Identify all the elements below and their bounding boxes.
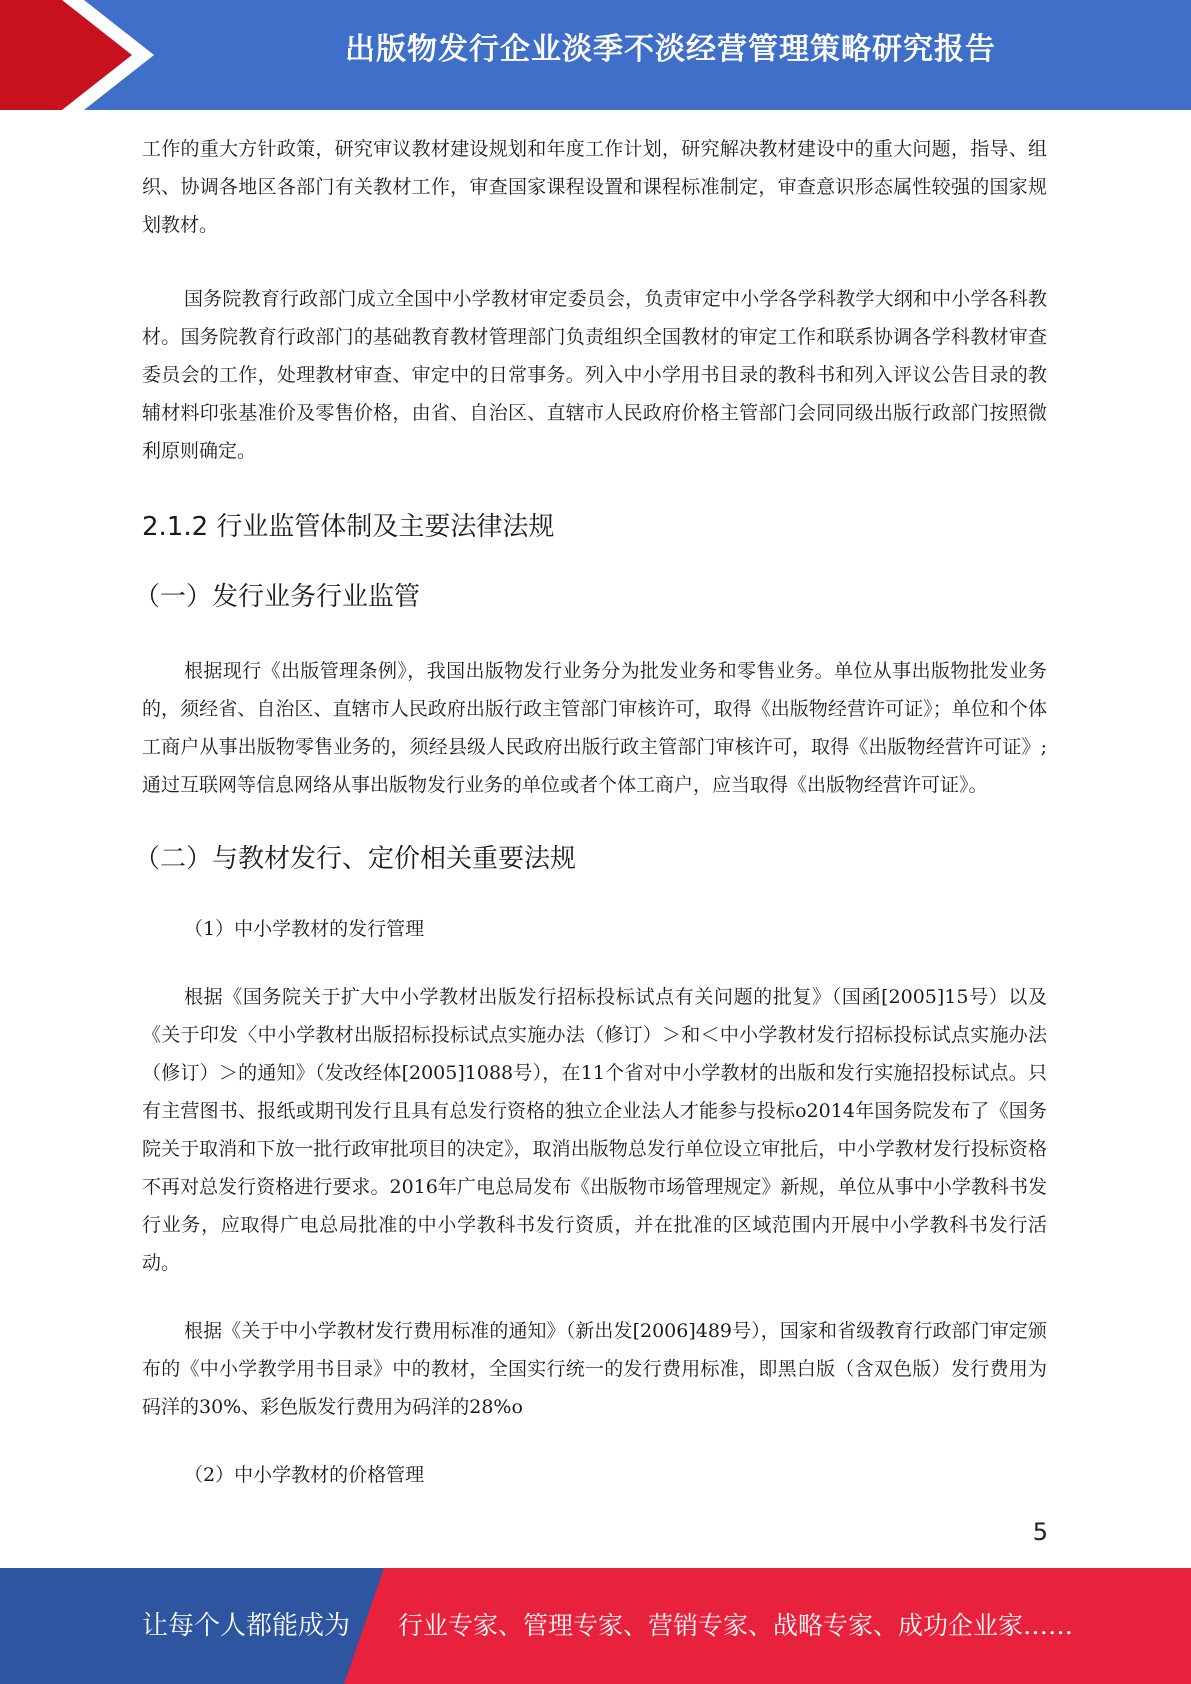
- page-number: 5: [1032, 1518, 1048, 1546]
- paragraph: 根据《国务院关于扩大中小学教材出版发行招标投标试点有关问题的批复》（国函[2005]15号）以及《关于印发〈中小学教材出版招标投标试点实施办法（修订）＞和＜中小学教材发行招标投标试点实施办法（修订）＞的通知》（发改经体[2005]1088号），在11个省对中小学教材的出版和发行实施招投标试点。只有主营图书、报纸或期刊发行且具有总发行资格的独立企业法人才能参与投标o2014年国务院发布了《国务院关于取消和下放一批行政审批项目的决定》，取消出版物总发行单位设立审批后，中小学教材发行投标资格不再对总发行资格进行要求。2016年广电总局发布《出版物市场管理规定》新规，单位从事中小学教科书发行业务，应取得广电总局批准的中小学教科书发行资质，并在批准的区域范围内开展中小学教科书发行活动。: [142, 986, 1047, 1274]
- subsection-heading: （一）发行业务行业监管: [134, 582, 421, 612]
- footer-slogan-left: 让每个人都能成为: [142, 1611, 351, 1641]
- document-body: [134, 130, 1047, 1494]
- page-header: [0, 0, 1191, 110]
- header-title: 出版物发行企业淡季不淡经营管理策略研究报告: [345, 32, 996, 67]
- paragraph: 工作的重大方针政策，研究审议教材建设规划和年度工作计划，研究解决教材建设中的重大问题，指导、组织、协调各地区各部门有关教材工作，审查国家课程设置和课程标准制定，审查意识形态属性较强的国家规划教材。: [142, 138, 1047, 236]
- subsection-heading: （二）与教材发行、定价相关重要法规: [134, 844, 577, 874]
- footer-slogan-right: 行业专家、管理专家、营销专家、战略专家、成功企业家……: [398, 1611, 1074, 1640]
- section-heading: 2.1.2 行业监管体制及主要法律法规: [142, 512, 555, 542]
- page-footer: [0, 1568, 1191, 1684]
- paragraph: 根据现行《出版管理条例》，我国出版物发行业务分为批发业务和零售业务。单位从事出版物批发业务的，须经省、自治区、直辖市人民政府出版行政主管部门审核许可，取得《出版物经营许可证》；单位和个体工商户从事出版物零售业务的，须经县级人民政府出版行政主管部门审核许可，取得《出版物经营许可证》;通过互联网等信息网络从事出版物发行业务的单位或者个体工商户，应当取得《出版物经营许可证》。: [142, 660, 1047, 796]
- paragraph: 根据《关于中小学教材发行费用标准的通知》（新出发[2006]489号），国家和省级教育行政部门审定颁布的《中小学教学用书目录》中的教材，全国实行统一的发行费用标准，即黑白版（含双色版）发行费用为码洋的30%、彩色版发行费用为码洋的28%o: [142, 1320, 1047, 1418]
- paragraph: 国务院教育行政部门成立全国中小学教材审定委员会，负责审定中小学各学科教学大纲和中小学各科教材。国务院教育行政部门的基础教育教材管理部门负责组织全国教材的审定工作和联系协调各学科教材审查委员会的工作，处理教材审查、审定中的日常事务。列入中小学用书目录的教科书和列入评议公告目录的教辅材料印张基准价及零售价格，由省、自治区、直辖市人民政府价格主管部门会同同级出版行政部门按照微利原则确定。: [142, 288, 1047, 462]
- sub-heading: （1）中小学教材的发行管理: [184, 918, 425, 940]
- sub-heading: （2）中小学教材的价格管理: [184, 1464, 425, 1486]
